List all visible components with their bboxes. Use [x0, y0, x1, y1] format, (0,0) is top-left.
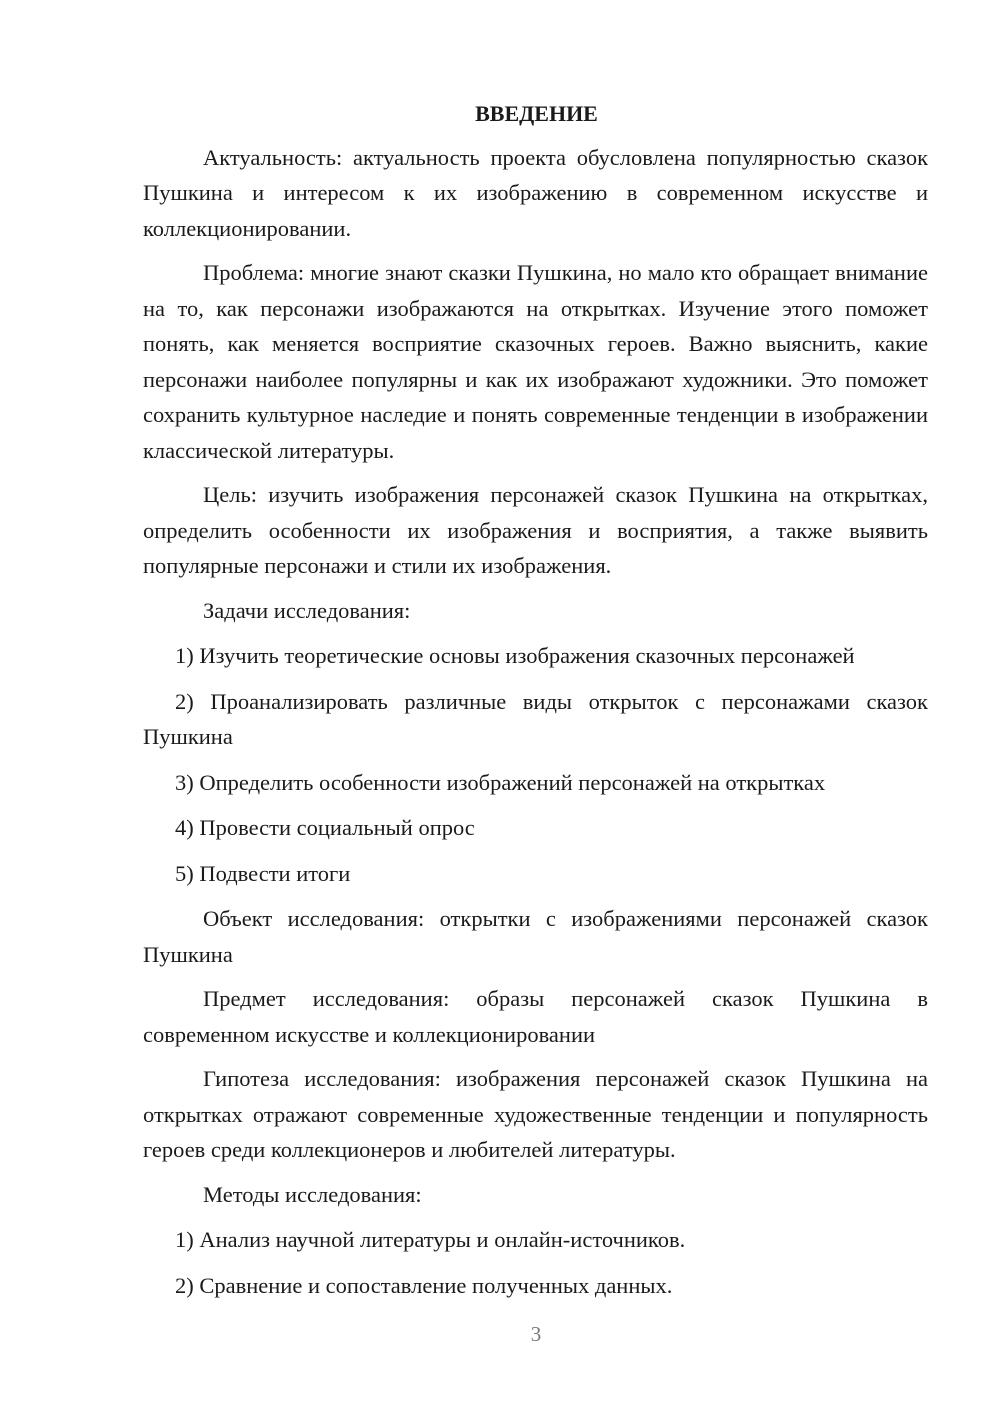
- problem-paragraph: Проблема: многие знают сказки Пушкина, но мало кто обращает внимание на то, как персонажи изображаются на открытках. Изучение этого поможет понять, как меняется восприятие сказочных героев. Важно выяснить, какие персонажи наиболее популярны и как их изображают художники. Это поможет сохранить культурное наследие и понять современные тенденции в изображении классической литературы.: [143, 260, 928, 463]
- task-item-2: 2) Проанализировать различные виды открыток с персонажами сказок Пушкина: [143, 688, 928, 749]
- methods-label: Методы исследования:: [203, 1181, 422, 1207]
- goal-paragraph: Цель: изучить изображения персонажей сказок Пушкина на открытках, определить особенности их изображения и восприятия, а также выявить популярные персонажи и стили их изображения.: [143, 482, 928, 578]
- method-item-1: 1) Анализ научной литературы и онлайн-источников.: [175, 1227, 686, 1252]
- hypothesis-paragraph: Гипотеза исследования: изображения персонажей сказок Пушкина на открытках отражают современные художественные тенденции и популярность героев среди коллекционеров и любителей литературы.: [143, 1066, 928, 1162]
- relevance-paragraph: Актуальность: актуальность проекта обусловлена популярностью сказок Пушкина и интересом к их изображению в современном искусстве и коллекционировании.: [143, 144, 928, 241]
- method-item-2: 2) Сравнение и сопоставление полученных данных.: [175, 1272, 673, 1298]
- document-body: [143, 96, 928, 1313]
- task-item-4: 4) Провести социальный опрос: [175, 815, 475, 840]
- task-item-3: 3) Определить особенности изображений персонажей на открытках: [175, 769, 826, 795]
- page-number: 3: [530, 1322, 542, 1346]
- task-item-1: 1) Изучить теоретические основы изображения сказочных персонажей: [175, 643, 855, 668]
- object-paragraph: Объект исследования: открытки с изображениями персонажей сказок Пушкина: [143, 906, 928, 967]
- subject-paragraph: Предмет исследования: образы персонажей сказок Пушкина в современном искусстве и коллекционировании: [143, 986, 928, 1047]
- task-item-5: 5) Подвести итоги: [175, 860, 351, 886]
- page-title: ВВЕДЕНИЕ: [475, 101, 598, 126]
- tasks-label: Задачи исследования:: [203, 597, 411, 623]
